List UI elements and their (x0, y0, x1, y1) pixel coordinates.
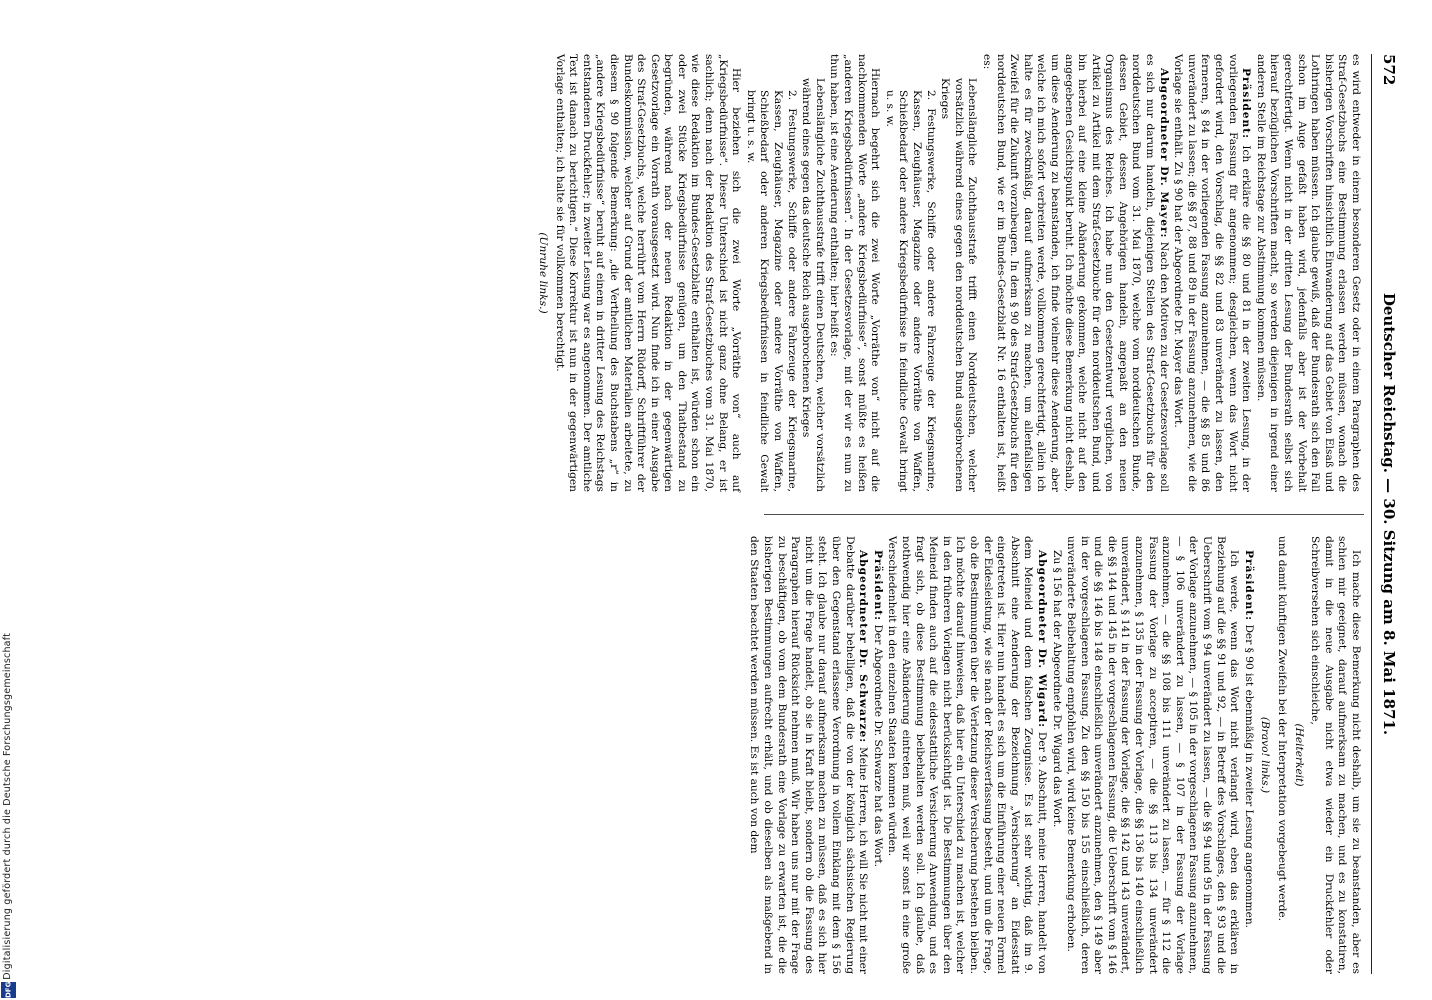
paragraph-text: Meine Herren, ich will Sie nicht mit einer Debatte darüber behelligen, daß die von der königlich sächsischen Regierung über den Gegenstand erlassene Verordnung in vollem Einklang mit dem § 156 steht. Ich glaube nur darauf aufmerksam machen zu müssen, daß es sich hier nicht um die Frage handelt, ob sie in Kraft bleibt, sondern ob die Fassung des Paragraphen hierauf Rücksicht nehmen muß. Wir haben uns nur mit der Frage zu beschäftigen, ob vom dem Bundesrath eine Vorlage zu erwarten ist, die die bisherigen Bestimmungen aufrecht erhält, und ob dieselben als maßgebend in den Staaten beachtet werden müssen. Es ist auch von dem (748, 536, 870, 974)
paragraph: Ich mache diese Bemerkung nicht deshalb, um sie zu beanstanden, aber es schien mir geeignet, darauf aufmerksam zu machen, und es zu konstatiren, damit in die neue Ausgabe nicht etwa wieder ein Druckfehler oder Schreibversehen sich einschleiche, (1309, 536, 1362, 974)
speaker-name: Präsident: (1240, 68, 1253, 140)
quotation: 2. Festungswerke, Schiffe oder andere Fahrzeuge der Kriegsmarine, Kassen, Zeughäuser, Magazine oder andere Vorräthe von Waffen, Schießbedarf oder anderen Kriegsbedürfnissen in feindliche Gewalt bringt u. s. w. (744, 90, 798, 492)
paragraph-text: Nach den Motiven zu der Gesetzesvorlage soll es sich nur darum handeln, diejenigen Stellen des Straf-Gesetzbuchs für den norddeutschen Bund vom 31. Mai 1870, welche vom norddeutschen Bunde, dessen Gebiet, dessen Angehörigen handeln, angepaßt an den neuen Organismus des Reiches. Ich habe nun den Gesetzentwurf verglichen, von Artikel zu Artikel mit dem Straf-Gesetzbuche für den norddeutschen Bund, und bin hierbei auf eine kleine Abänderung gekommen, welche nicht auf den angegebenen Gesichtspunkt beruht. Ich möchte diese Bemerkung nicht deshalb, um diese Aenderung zu beanstanden, ich finde vielmehr diese Aenderung, aber welche ich mich sofort verbreiten werde, vollkommen gerechtfertigt, allein ich halte es für zweckmäßig, darauf aufmerksam zu machen, um allenfallsigen Zweifel für die Zukunft vorzubeugen. In dem § 90 des Straf-Gesetzbuchs für den norddeutschen Bund, wie er im Bundes-Gesetzblatt Nr. 16 enthalten ist, heißt es: (980, 54, 1170, 492)
sidenote-text: Digitalisierung gefördert durch die Deutsche Forschungsgemeinschaft (2, 633, 13, 980)
paragraph: Hiernach begehrt sich die zwei Worte „Vorräthe von“ nicht auf die nachkommenden Worte „andere Kriegsbedürfnisse“, sonst müßte es heißen „anderen Kriegsbedürfnissen“. In der Gesetzesvorlage, mit der wir es nun zu thun haben, ist eine Aenderung enthalten; hier heißt es: (828, 54, 882, 492)
paragraph-text: Der Abgeordnete Dr. Schwarze hat das Wort. (871, 624, 884, 868)
paragraph: es wird entweder in einem besonderen Gesetz oder in einem Paragraphen des Straf-Gesetzbuchs eine Bestimmung erlassen werden müssen, wonach die bisherigen Vorschriften hinsichtlich Einwanderung auf das Gebiet von Elsaß und Lothringen haben müssen. Ich glaube gewiß, daß der Bundesrath sich den Fall schon im Auge gefaßt haben wird, jedenfalls aber ist der Vorbehalt gerechtfertigt. Wenn nicht in der dritten Lesung der Bundesrath selbst sich hierauf bezüglichen Vorschriften macht, so werden diejenigen in irgend einer anderen Stelle im Reichstage zur Abstimmung kommen müssen. (1254, 54, 1362, 492)
paragraph: Zu § 156 hat der Abgeordnete Dr. Wigard das Wort. (1050, 550, 1063, 828)
paragraph: Hier beziehen sich die zwei Worte „Vorräthe von“ auch auf „Kriegsbedürfnisse“. Dieser Unterschied ist nicht ganz ohne Belang, er ist sachlich; denn nach der Redaktion des Straf-Gesetzbuches vom 31. Mai 1870, wie diese Redaktion im Bundes-Gesetzblatte enthalten ist, würden schon ein oder zwei Stücke Kriegsbedürfnisse genügen, um den Thatbestand zu begründen, während nach der neuen Redaktion in der gegenwärtigen Gesetzvorlage ein Vorrath vorausgesetzt wird. Nun finde ich in einer Ausgabe des Straf-Gesetzbuchs, welche herrührt vom Herrn Rüdorff, Schriftführer der Bundeskommission, welcher auf Grund der amtlichen Materialien arbeitete, zu diesem § 90 folgende Bemerkung: „die Vertheilung des Buchstabens „r“ in „andere Kriegsbedürfnisse“ beruht auf einem in dritter Lesung des Reichstags entstandenen Druckfehler; in zweiter Lesung war es angenommen. Der amtliche Text ist danach zu berichtigen.“ Diese Korrektur ist nun in der gegenwärtigen Vorlage enthalten; ich halte sie für vollkommen berechtigt. (553, 54, 743, 492)
paragraph-text: Ich erkläre die §§ 80 und 81 in der zweiten Lesung, in der vorliegenden Fassung für angenommen; desgleichen, wenn das Wort nicht gefordert wird, den Vorschlag, die §§ 82 und 83 unverändert zu lassen, den ferneren, § 84 in der vorliegenden Fassung anzunehmen, — die §§ 85 und 86 unverändert zu lassen; die §§ 87, 88 und 89 in der Fassung anzunehmen, wie die Vorlage sie enthält. Zu § 90 hat der Abgeordnete Dr. Mayer das Wort. (1172, 54, 1253, 492)
header-rule (1371, 54, 1372, 974)
scanned-page (38, 54, 1432, 974)
dfg-logo-icon (1, 982, 16, 998)
speaker-name: Präsident: (871, 550, 884, 622)
quotation: Lebenslängliche Zuchthausstrafe trifft einen Deutschen, welcher vorsätzlich während eines gegen das deutsche Reich ausgebrochenen Krieges (800, 78, 826, 492)
speaker-name: Abgeordneter Dr. Wigard: (1035, 550, 1048, 729)
paragraph (870, 536, 884, 974)
paragraph (747, 536, 869, 974)
quotation: Lebenslängliche Zuchthausstrafe trifft einen Norddeutschen, welcher vorsätzlich während eines gegen den norddeutschen Bund ausgebrochenen Krieges (939, 78, 979, 492)
quotation: 2. Festungswerke, Schiffe oder andere Fahrzeuge der Kriegsmarine, Kassen, Zeughäuser, Magazine oder andere Vorräthe von Waffen, Schießbedarf oder andere Kriegsbedürfnisse in feindliche Gewalt bringt u. s. w. (883, 90, 937, 492)
left-column (532, 54, 1362, 492)
column-separator (764, 514, 1364, 515)
stage-note: (Bravo! links.) (1259, 716, 1272, 794)
paragraph (1241, 536, 1255, 974)
speaker-name: Abgeordneter Dr. Schwarze: (857, 550, 870, 744)
page-header (1374, 54, 1398, 974)
stage-note: (Heiterkeit) (1292, 723, 1305, 787)
paragraph-text: Der 9. Abschnitt, meine Herren, handelt von dem Meineid und dem falschen Zeugnisse. Es ist sehr wichtig, daß im 9. Abschnitt eine Aenderung der Bezeichnung „Versicherung“ an Eidesstatt eingetreten ist. Hier nun handelt es sich um die Einführung einer neuen Formel der Eidesleistung, wie sie nach der Reichsverfassung besteht, und um die Frage, ob die Bestimmungen über die Verletzung dieser Versicherung bestehen bleiben. Ich möchte darauf hinweisen, daß hier ein Unterschied zu machen ist, welcher in den früheren Vorlagen nicht berücksichtigt ist. Die Bestimmungen über den Meineid finden auch auf die eidesstattliche Versicherung Anwendung, und es fragt sich, ob diese Bestimmung beibehalten werden soll. Ich glaube, daß nothwendig hier eine Abänderung eintreten muß, weil wir sonst in eine große Verschiedenheit in den einzelnen Staaten kommen würden. (886, 536, 1048, 974)
speaker-name: Präsident: (1242, 550, 1255, 622)
dfg-logo-text: DFG (4, 981, 13, 999)
paragraph: und damit künftigen Zweifeln bei der Interpretation vorgebeugt werde. (1276, 536, 1289, 922)
page-content (38, 54, 1398, 974)
stage-note: (Unruhe links.) (536, 232, 549, 314)
page-number: 572 (1380, 54, 1398, 86)
paragraph (885, 536, 1048, 974)
running-head: Deutscher Reichstag. — 30. Sitzung am 8. Mai 1871. (1380, 292, 1398, 736)
digitization-sidenote (0, 0, 18, 1000)
paragraph (1171, 54, 1253, 492)
paragraph: Ich werde, wenn das Wort nicht verlangt wird, eben das erklären in Beziehung auf die §§ 91 und 92, — in Betreff des Vorschlages, den § 93 und die Ueberschrift vom § 94 unverändert zu lassen, — die §§ 94 und 95 in der Fassung der Vorlage anzunehmen, — § 105 in der vorgeschlagenen Fassung anzunehmen, — § 106 unverändert zu lassen, — § 107 in der Fassung der Vorlage anzunehmen, — die §§ 108 bis 111 unverändert zu lassen, — für § 112 die Fassung der Vorlage zu acceptiren, — die §§ 113 bis 134 unverändert anzunehmen, § 135 in der Fassung der Vorlage, die §§ 136 bis 140 einschließlich unverändert, § 141 in der Fassung der Vorlage, die §§ 142 und 143 unverändert, die §§ 144 und 145 in der vorgeschlagenen Fassung, die Ueberschrift vom § 146 und die §§ 146 bis 148 einschließlich unverändert anzunehmen, den § 149 aber in der vorgeschlagenen Fassung. Zu den §§ 150 bis 155 einschließlich, deren unveränderte Beibehaltung empfohlen wird, wird keine Bemerkung erhoben. (1065, 536, 1241, 974)
right-column (746, 536, 1362, 974)
speaker-name: Abgeordneter Dr. Mayer: (1157, 68, 1170, 239)
paragraph (979, 54, 1169, 492)
paragraph-text: Der § 90 ist ebenmäßig in zweiter Lesung angenommen. (1242, 624, 1255, 929)
